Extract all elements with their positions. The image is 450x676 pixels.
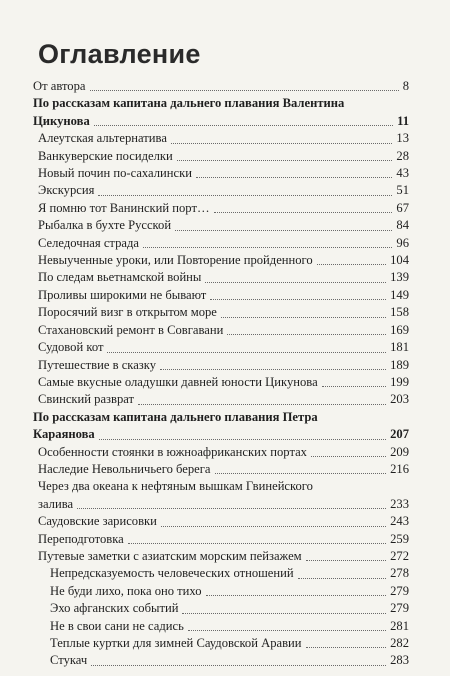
dot-leader [175, 230, 392, 231]
toc-entry-wrapped [33, 478, 409, 513]
toc-entry-label: Непредсказуемость человеческих отношений [50, 566, 294, 581]
dot-leader [196, 177, 392, 178]
dot-leader [227, 334, 386, 335]
toc-entry [33, 200, 409, 217]
dot-leader [210, 299, 386, 300]
section-heading-line1: По рассказам капитана дальнего плавания Петра [33, 409, 318, 424]
toc-entry-label: Судовой кот [38, 340, 104, 355]
toc-entry [33, 165, 409, 182]
toc-subentry [33, 635, 409, 652]
toc-section-2 [33, 409, 409, 444]
toc-entry-label: Алеутская альтернатива [38, 131, 167, 146]
toc-page-number: 104 [390, 253, 409, 268]
toc-page-number: 8 [402, 79, 409, 93]
dot-leader [206, 595, 387, 596]
toc-page-number: 149 [390, 287, 409, 302]
toc-entry [33, 130, 409, 147]
toc-entry-label: Эхо афганских событий [50, 601, 179, 616]
toc-entry-label: Селедочная страда [38, 235, 139, 250]
toc-entry-line2-row [38, 496, 409, 513]
toc-subentry [33, 652, 409, 669]
toc-page-number: 216 [390, 461, 409, 476]
section-heading-line2-row [33, 113, 409, 130]
toc-page-number: 283 [390, 653, 409, 668]
toc-entry-label: Поросячий визг в открытом море [38, 305, 217, 320]
toc-page-number: 207 [390, 427, 409, 442]
toc-entry [33, 461, 409, 478]
toc-entry [33, 513, 409, 530]
toc-subentry [33, 600, 409, 617]
dot-leader [322, 386, 386, 387]
dot-leader [171, 143, 392, 144]
dot-leader [99, 439, 386, 440]
toc-entry-label: Путешествие в сказку [38, 357, 157, 372]
toc-entry [33, 252, 409, 269]
toc-entry-label-line1: Через два океана к нефтяным вышкам Гвинейского [38, 479, 313, 494]
toc-page-number: 279 [390, 601, 409, 616]
toc-entry-label-line2: залива [38, 496, 74, 511]
toc-subentry [33, 618, 409, 635]
section-heading-line1: По рассказам капитана дальнего плавания Валентина [33, 96, 345, 111]
toc-entry [33, 391, 409, 408]
toc-page-number: 96 [396, 235, 409, 250]
toc-page-number: 278 [390, 566, 409, 581]
dot-leader [77, 508, 386, 509]
dot-leader [298, 578, 386, 579]
toc-entry-label: Не буди лихо, пока оно тихо [50, 583, 202, 598]
dot-leader [215, 473, 387, 474]
dot-leader [182, 613, 386, 614]
table-of-contents [33, 78, 409, 670]
toc-page-number: 209 [390, 444, 409, 459]
toc-entry [33, 304, 409, 321]
dot-leader [205, 282, 386, 283]
toc-entry-label: Ванкуверские посиделки [38, 148, 173, 163]
section-heading-line2-row [33, 426, 409, 443]
toc-page-number: 282 [390, 636, 409, 650]
dot-leader [143, 247, 392, 248]
toc-entry [33, 339, 409, 356]
toc-entry-label: Стукач [50, 653, 88, 668]
toc-entry-label: По следам вьетнамской войны [38, 270, 202, 285]
toc-entry [33, 269, 409, 286]
toc-subentry [33, 583, 409, 600]
toc-entry-label: Новый почин по-сахалински [38, 166, 192, 181]
dot-leader [94, 125, 393, 126]
toc-entry-label: Путевые заметки с азиатским морским пейзажем [38, 548, 302, 563]
dot-leader [214, 212, 393, 213]
dot-leader [98, 195, 392, 196]
toc-page-number: 279 [390, 583, 409, 598]
toc-entry-author [33, 78, 409, 95]
page-title: Оглавление [38, 39, 201, 69]
toc-page-number: 139 [390, 270, 409, 285]
toc-entry [33, 148, 409, 165]
toc-page-number: 272 [390, 548, 409, 563]
toc-page-number: 28 [396, 148, 409, 163]
toc-page-number: 43 [396, 166, 409, 181]
subsection-items [33, 565, 409, 669]
toc-page-number: 233 [390, 496, 409, 511]
toc-entry-label: Невыученные уроки, или Повторение пройденного [38, 253, 313, 268]
dot-leader [107, 352, 386, 353]
toc-entry [33, 235, 409, 252]
toc-page-number: 84 [396, 218, 409, 233]
dot-leader [90, 90, 399, 91]
dot-leader [221, 317, 386, 318]
dot-leader [177, 160, 393, 161]
toc-subentry [33, 565, 409, 582]
toc-page-number: 281 [390, 618, 409, 633]
dot-leader [161, 526, 386, 527]
toc-page-number: 11 [397, 113, 409, 128]
toc-entry-label: Теплые куртки для зимней Саудовской Аравии [50, 636, 302, 650]
toc-entry [33, 217, 409, 234]
toc-entry [33, 531, 409, 548]
toc-entry-label: Особенности стоянки в южноафриканских портах [38, 444, 307, 459]
toc-page-number: 169 [390, 322, 409, 337]
dot-leader [160, 369, 386, 370]
toc-section-1 [33, 95, 409, 130]
section-1-items [33, 130, 409, 409]
dot-leader [138, 404, 386, 405]
toc-entry-label: Саудовские зарисовки [38, 514, 157, 529]
toc-entry-label: Экскурсия [38, 183, 95, 198]
dot-leader [311, 456, 386, 457]
dot-leader [188, 630, 386, 631]
toc-page-number: 243 [390, 514, 409, 529]
toc-entry [33, 287, 409, 304]
toc-page-number: 51 [396, 183, 409, 198]
section-2-items [33, 444, 409, 670]
dot-leader [91, 665, 386, 666]
toc-entry-label: Стахановский ремонт в Совгавани [38, 322, 224, 337]
toc-entry-label: Наследие Невольничьего берега [38, 461, 211, 476]
toc-entry [33, 444, 409, 461]
toc-page-number: 199 [390, 374, 409, 389]
toc-entry [33, 357, 409, 374]
dot-leader [306, 647, 387, 648]
toc-entry [33, 322, 409, 339]
dot-leader [128, 543, 386, 544]
dot-leader [317, 264, 386, 265]
toc-entry-label: Самые вкусные оладушки давней юности Цикунова [38, 374, 318, 389]
toc-entry [33, 374, 409, 391]
toc-entry-label: Я помню тот Ванинский порт… [38, 200, 210, 215]
toc-entry-label: Переподготовка [38, 531, 124, 546]
section-heading-line2: Цикунова [33, 113, 90, 128]
toc-page-number: 189 [390, 357, 409, 372]
toc-entry-label: От автора [33, 79, 86, 93]
toc-entry-label: Свинский разврат [38, 392, 135, 407]
toc-page-number: 158 [390, 305, 409, 320]
toc-page-number: 203 [390, 392, 409, 407]
toc-page-number: 181 [390, 340, 409, 355]
toc-entry-label: Проливы широкими не бывают [38, 287, 207, 302]
toc-page-number: 13 [396, 131, 409, 146]
toc-entry-label: Не в свои сани не садись [50, 618, 184, 633]
toc-entry [33, 182, 409, 199]
section-heading-line2: Караянова [33, 427, 95, 442]
toc-entry [33, 548, 409, 565]
toc-page-number: 259 [390, 531, 409, 546]
dot-leader [306, 560, 386, 561]
toc-entry-label: Рыбалка в бухте Русской [38, 218, 172, 233]
toc-page-number: 67 [396, 200, 409, 215]
